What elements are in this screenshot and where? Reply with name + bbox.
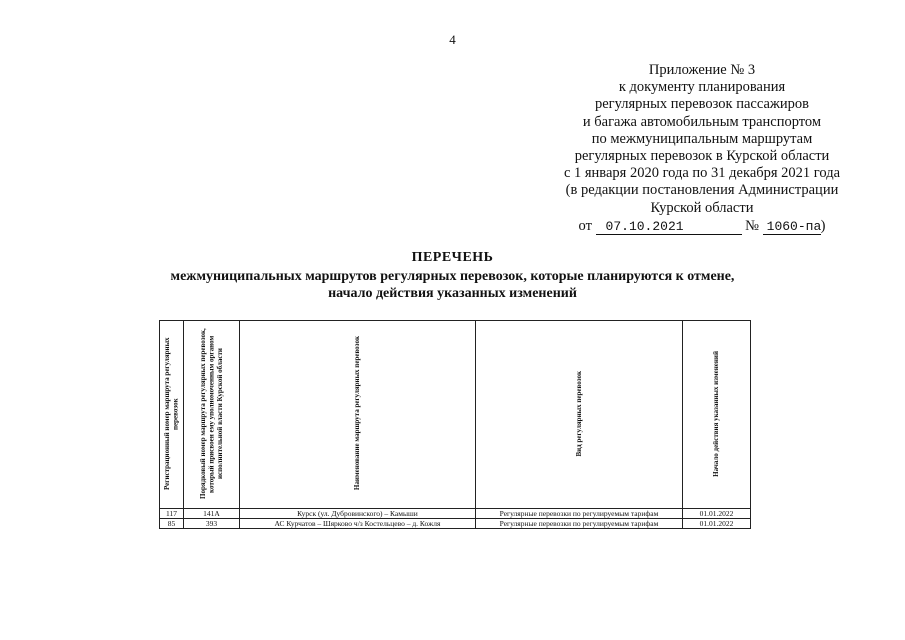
header-transport-type: Вид регулярных перевозок <box>476 321 683 509</box>
subtitle-line: межмуниципальных маршрутов регулярных перевозок, которые планируются к отмене, <box>170 269 735 284</box>
number-prefix: № <box>745 217 760 234</box>
header-reg-number: Регистрационный номер маршрута регулярных перевозок <box>160 321 184 509</box>
cell-route-name: АС Курчатов – Шярково ч/з Костельцево – д. Кожля <box>240 519 476 529</box>
cell-seq-number: 141А <box>184 509 240 519</box>
appendix-line: и багажа автомобильным транспортом <box>582 113 822 130</box>
table-row <box>160 519 751 529</box>
table-row <box>160 509 751 519</box>
cell-route-name: Курск (ул. Дубровинского) – Камыши <box>240 509 476 519</box>
document-subtitle <box>0 268 905 302</box>
appendix-line: к документу планирования <box>618 79 786 96</box>
cell-start-date: 01.01.2022 <box>683 509 751 519</box>
header-seq-number: Порядковый номер маршрута регулярных перевозок, который присвоен ему уполномоченным органом исполнительной власти Курской области <box>184 321 240 509</box>
date-prefix: от <box>578 217 592 234</box>
cell-seq-number: 393 <box>184 519 240 529</box>
decree-date: 07.10.2021 <box>596 220 742 235</box>
appendix-line: Курской области <box>650 199 754 216</box>
appendix-line: по межмуниципальным маршрутам <box>591 130 813 147</box>
cell-transport-type: Регулярные перевозки по регулируемым тарифам <box>476 509 683 519</box>
cell-reg-number: 85 <box>160 519 184 529</box>
cell-transport-type: Регулярные перевозки по регулируемым тарифам <box>476 519 683 529</box>
subtitle-line: начало действия указанных изменений <box>328 286 577 301</box>
decree-number: 1060-па <box>763 220 821 235</box>
appendix-line: с 1 января 2020 года по 31 декабря 2021 года <box>563 165 841 182</box>
appendix-line: (в редакции постановления Администрации <box>565 182 839 199</box>
cell-reg-number: 117 <box>160 509 184 519</box>
header-route-name: Наименование маршрута регулярных перевозок <box>240 321 476 509</box>
decree-date-line <box>516 218 888 235</box>
table-header-row <box>160 321 751 509</box>
header-start-date: Начало действия указанных изменений <box>683 321 751 509</box>
document-title: ПЕРЕЧЕНЬ <box>411 250 494 265</box>
appendix-block <box>516 62 888 235</box>
appendix-line: Приложение № 3 <box>648 62 756 78</box>
page-number: 4 <box>449 32 456 47</box>
routes-table <box>159 320 751 529</box>
appendix-line: регулярных перевозок пассажиров <box>594 96 810 113</box>
cell-start-date: 01.01.2022 <box>683 519 751 529</box>
appendix-line: регулярных перевозок в Курской области <box>574 148 830 165</box>
closing-paren: ) <box>820 217 826 234</box>
